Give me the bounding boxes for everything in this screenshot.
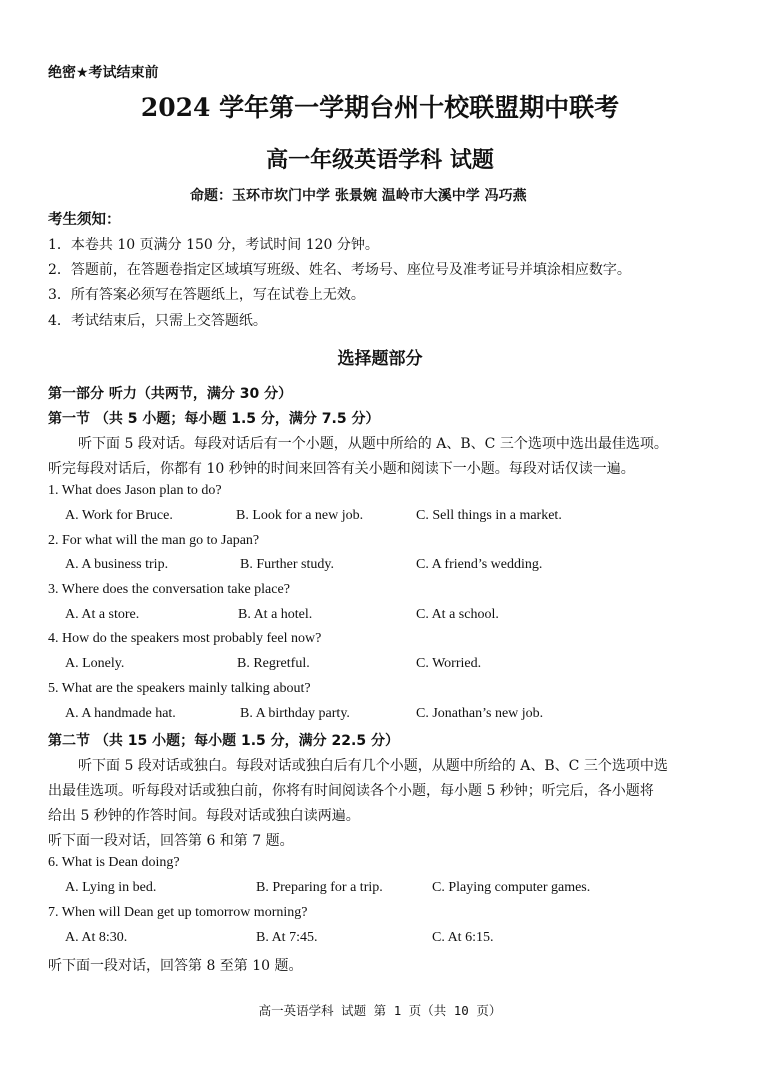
- section1-instructions: 听完每段对话后，你都有 10 秒钟的时间来回答有关小题和阅读下一小题。每段对话仅读一遍。: [48, 461, 635, 477]
- question-stem: 3. Where does the conversation take place?: [48, 582, 290, 597]
- notice-item: 3．所有答案必须写在答题纸上，写在试卷上无效。: [48, 287, 365, 303]
- question-stem: 1. What does Jason plan to do?: [48, 483, 222, 498]
- section1-heading: 第一节 （共 5 小题；每小题 1.5 分，满分 7.5 分）: [48, 411, 380, 427]
- question-stem: 2. For what will the man go to Japan?: [48, 533, 260, 548]
- option-a: A. At 8:30.: [65, 930, 128, 945]
- option-c: C. Playing computer games.: [432, 880, 591, 895]
- option-a: A. Work for Bruce.: [65, 508, 173, 523]
- option-a: A. Lying in bed.: [65, 880, 157, 895]
- exam-authors: 命题：玉环市坎门中学 张景婉 温岭市大溪中学 冯巧燕: [190, 188, 527, 204]
- option-c: C. Jonathan’s new job.: [416, 706, 544, 721]
- option-b: B. At 7:45.: [256, 930, 318, 945]
- section1-instructions: 听下面 5 段对话。每段对话后有一个小题，从题中所给的 A、B、C 三个选项中选出最佳选项。: [78, 436, 668, 452]
- option-a: A. Lonely.: [65, 656, 125, 671]
- notice-item: 2．答题前，在答题卷指定区域填写班级、姓名、考场号、座位号及准考证号并填涂相应数字。: [48, 262, 631, 278]
- section2-instructions: 给出 5 秒钟的作答时间。每段对话或独白读两遍。: [48, 808, 360, 824]
- option-b: B. Preparing for a trip.: [256, 880, 383, 895]
- question-stem: 6. What is Dean doing?: [48, 855, 180, 870]
- question-stem: 4. How do the speakers most probably feel now?: [48, 631, 322, 646]
- option-b: B. Look for a new job.: [236, 508, 364, 523]
- question-stem: 7. When will Dean get up tomorrow morning?: [48, 905, 308, 920]
- confidential-label: 绝密★考试结束前: [48, 65, 159, 81]
- option-c: C. Worried.: [416, 656, 482, 671]
- listening-direction: 听下面一段对话，回答第 6 和第 7 题。: [48, 833, 294, 849]
- option-c: C. Sell things in a market.: [416, 508, 562, 523]
- exam-subtitle: 高一年级英语学科 试题: [266, 147, 494, 173]
- option-c: C. A friend’s wedding.: [416, 557, 543, 572]
- option-a: A. A business trip.: [65, 557, 169, 572]
- option-b: B. Regretful.: [237, 656, 310, 671]
- section2-instructions: 听下面 5 段对话或独白。每段对话或独白后有几个小题，从题中所给的 A、B、C 三个选项中选: [78, 758, 668, 774]
- exam-title: 2024 学年第一学期台州十校联盟期中联考: [140, 93, 620, 122]
- option-a: A. At a store.: [65, 607, 140, 622]
- option-a: A. A handmade hat.: [65, 706, 176, 721]
- page-footer: 高一英语学科 试题 第 1 页（共 10 页）: [258, 1003, 502, 1018]
- notice-item: 1．本卷共 10 页满分 150 分，考试时间 120 分钟。: [48, 237, 379, 253]
- notice-item: 4．考试结束后，只需上交答题纸。: [48, 313, 267, 329]
- option-c: C. At a school.: [416, 607, 499, 622]
- part1-heading: 第一部分 听力（共两节，满分 30 分）: [48, 386, 293, 402]
- option-b: B. A birthday party.: [240, 706, 350, 721]
- question-stem: 5. What are the speakers mainly talking about?: [48, 681, 311, 696]
- option-b: B. Further study.: [240, 557, 334, 572]
- option-c: C. At 6:15.: [432, 930, 494, 945]
- section2-instructions: 出最佳选项。听每段对话或独白前，你将有时间阅读各个小题，每小题 5 秒钟；听完后，各小题将: [48, 783, 654, 799]
- listening-direction: 听下面一段对话，回答第 8 至第 10 题。: [48, 958, 303, 974]
- section-title: 选择题部分: [337, 349, 423, 369]
- section2-heading: 第二节 （共 15 小题；每小题 1.5 分，满分 22.5 分）: [48, 733, 399, 749]
- notice-heading: 考生须知：: [48, 212, 121, 228]
- option-b: B. At a hotel.: [238, 607, 313, 622]
